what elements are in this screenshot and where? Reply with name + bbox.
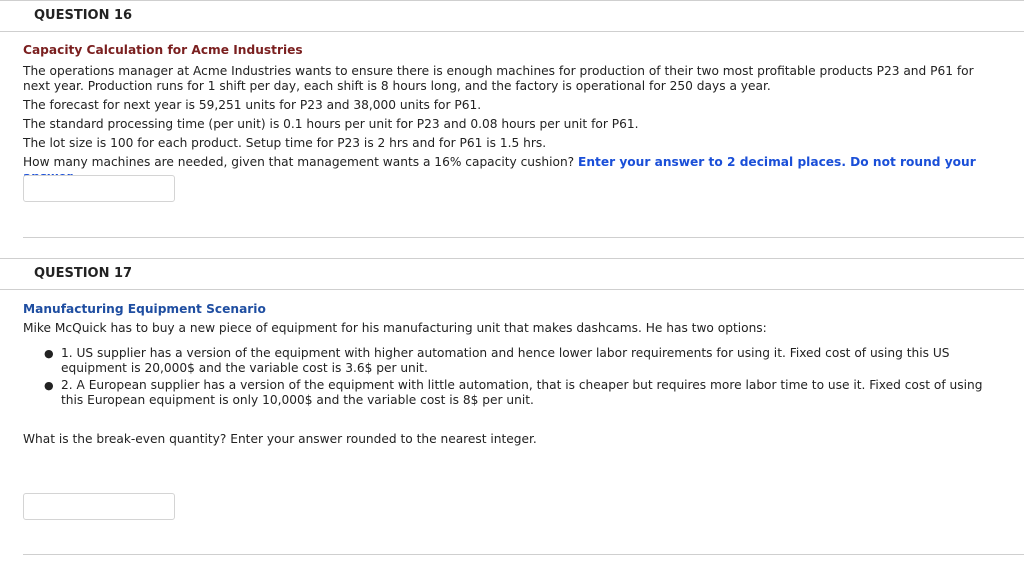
question-17-title: QUESTION 17 xyxy=(34,266,133,281)
question-16-question: How many machines are needed, given that management wants a 16% capacity cushion? xyxy=(23,155,575,169)
bullet-icon: ● xyxy=(44,347,54,360)
question-17-options-list xyxy=(23,346,1004,408)
question-16-divider xyxy=(23,237,1024,238)
bullet-icon: ● xyxy=(44,379,54,392)
question-17-subtitle: Manufacturing Equipment Scenario xyxy=(23,302,266,316)
question-17-header xyxy=(0,258,1024,290)
question-16-header xyxy=(0,0,1024,32)
list-item xyxy=(44,346,1004,376)
question-16-subtitle: Capacity Calculation for Acme Industries xyxy=(23,43,303,57)
question-17-answer-input[interactable] xyxy=(23,493,175,520)
option-text: 2. A European supplier has a version of the equipment with little automation, that is cheaper but requires more labor time to use it. Fixed cost of using this European equipment is only 10,000$ and the variable cost is 8$ per unit. xyxy=(61,378,983,407)
option-text: 1. US supplier has a version of the equipment with higher automation and hence lower labor requirements for using it. Fixed cost of using this US equipment is 20,000$ and the variable cost is 3.6$ per unit. xyxy=(61,346,950,375)
question-16-title: QUESTION 16 xyxy=(34,8,133,23)
question-16-paragraph: The lot size is 100 for each product. Setup time for P23 is 2 hrs and for P61 is 1.5 hrs. xyxy=(23,136,547,150)
question-16-answer-input[interactable] xyxy=(23,175,175,202)
list-item xyxy=(44,378,1004,408)
question-17-body xyxy=(23,302,1004,447)
question-16-paragraph: The operations manager at Acme Industries wants to ensure there is enough machines for production of their two most profitable products P23 and P61 for next year. Production runs for 1 shift per day, each shift is 8 hours long, and the factory is operational for 250 days a year. xyxy=(23,64,974,93)
question-17-question: What is the break-even quantity? Enter your answer rounded to the nearest integer. xyxy=(23,432,537,446)
question-17-intro: Mike McQuick has to buy a new piece of equipment for his manufacturing unit that makes dashcams. He has two options: xyxy=(23,321,767,335)
question-16-paragraph: The forecast for next year is 59,251 units for P23 and 38,000 units for P61. xyxy=(23,98,482,112)
question-16-body xyxy=(23,43,1004,185)
question-16-instruction: Enter your answer to 2 decimal places. Do not round your xyxy=(578,155,976,169)
question-16-paragraph: The standard processing time (per unit) is 0.1 hours per unit for P23 and 0.08 hours per unit for P61. xyxy=(23,117,639,131)
question-17-divider xyxy=(23,554,1024,555)
